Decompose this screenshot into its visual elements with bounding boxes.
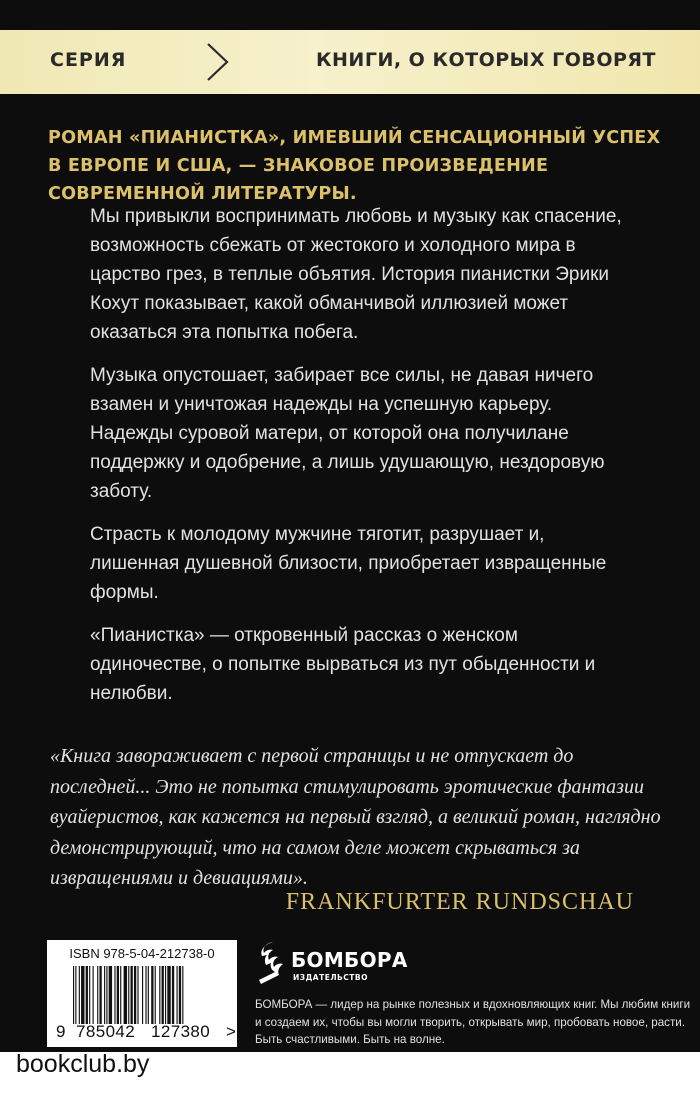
barcode-bar: [172, 966, 174, 1024]
watermark-site: bookclub.by: [16, 1050, 150, 1078]
barcode-bar: [137, 966, 138, 1024]
barcode-bar: [79, 966, 80, 1024]
isbn-barcode: [47, 940, 237, 1047]
barcode-bar: [182, 966, 183, 1024]
review-source: FRANKFURTER RUNDSCHAU: [285, 889, 634, 915]
barcode-bar: [97, 966, 98, 1024]
barcode-digits: [47, 1022, 237, 1042]
barcode-digit-group-right: 127380: [151, 1022, 211, 1041]
barcode-bar: [155, 966, 156, 1024]
barcode-bar: [73, 966, 74, 1024]
barcode-bar: [142, 966, 143, 1024]
barcode-bar: [159, 966, 160, 1024]
barcode-bar: [128, 966, 129, 1024]
barcode-bar: [81, 966, 84, 1024]
barcode-quiet-zone-mark: >: [226, 1022, 237, 1041]
barcode-digit-first: 9: [56, 1022, 66, 1041]
review-quote: «Книга завораживает с первой страницы и не отпускает до последней... Это не попытка стимулировать эротические фантазии вуайеристов, как кажется на первый взгляд, а великий роман, наглядно демонстрирующий, что на самом деле может скрываться за извращениями и девиациями».: [50, 745, 661, 889]
barcode-bar: [177, 966, 178, 1024]
barcode-bar: [179, 966, 181, 1024]
publisher-name: БОМБОРА: [291, 948, 408, 972]
barcode-bars: [73, 966, 229, 1024]
barcode-bar: [75, 966, 76, 1024]
chevron-right-icon: [200, 41, 234, 83]
annotation-paragraph: Страсть к молодому мужчине тяготит, разрушает и, лишенная душевной близости, приобретает извращенные формы.: [90, 524, 607, 603]
barcode-bar: [99, 966, 101, 1024]
barcode-bar: [109, 966, 112, 1024]
barcode-digit-group-left: 785042: [76, 1022, 136, 1041]
barcode-bar: [167, 966, 170, 1024]
bombora-logo-icon: [255, 940, 287, 986]
tagline: РОМАН «ПИАНИСТКА», ИМЕВШИЙ СЕНСАЦИОННЫЙ УСПЕХ В ЕВРОПЕ И США, — ЗНАКОВОЕ ПРОИЗВЕДЕНИЕ СОВРЕМЕННОЙ ЛИТЕРАТУРЫ.: [48, 128, 661, 204]
barcode-bar: [117, 966, 119, 1024]
barcode-bar: [131, 966, 133, 1024]
barcode-bar: [162, 966, 164, 1024]
publisher-subtitle: ИЗДАТЕЛЬСТВО: [293, 973, 368, 982]
barcode-bar: [134, 966, 136, 1024]
publisher-logo: [255, 940, 408, 988]
series-label: СЕРИЯ: [50, 49, 127, 71]
barcode-bar: [145, 966, 146, 1024]
barcode-bar: [148, 966, 149, 1024]
isbn-number: ISBN 978-5-04-212738-0: [69, 946, 215, 961]
barcode-bar: [86, 966, 88, 1024]
barcode-bar: [93, 966, 94, 1024]
barcode-bar: [165, 966, 166, 1024]
barcode-bar: [124, 966, 127, 1024]
annotation-paragraph: Музыка опустошает, забирает все силы, не давая ничего взамен и уничтожая надежды на успешную карьеру. Надежды суровой матери, от которой она получилане поддержку и одобрение, а лишь удушающую, нездоровую заботу.: [90, 365, 605, 502]
barcode-bar: [89, 966, 90, 1024]
annotation-paragraph: «Пианистка» — откровенный рассказ о женском одиночестве, о попытке вырваться из пут обыденности и нелюбви.: [90, 625, 596, 704]
barcode-bar: [120, 966, 121, 1024]
annotation-paragraph: Мы привыкли воспринимать любовь и музыку как спасение, возможность сбежать от жестокого и холодного мира в царство грез, в теплые объятия. История пианистки Эрики Кохут показывает, какой обманчивой иллюзией может оказаться эта попытка побега.: [90, 206, 622, 343]
publisher-blurb: БОМБОРА — лидер на рынке полезных и вдохновляющих книг. Мы любим книги и создаем их, чтобы вы могли творить, открывать мир, пробовать новое, расти. Быть счастливыми. Быть на волне.: [255, 998, 691, 1046]
barcode-bar: [104, 966, 105, 1024]
series-name: КНИГИ, О КОТОРЫХ ГОВОРЯТ: [316, 49, 657, 71]
annotation-text: [90, 202, 630, 722]
series-banner: [0, 30, 700, 94]
barcode-bar: [151, 966, 153, 1024]
barcode-bar: [114, 966, 115, 1024]
barcode-bar: [106, 966, 107, 1024]
